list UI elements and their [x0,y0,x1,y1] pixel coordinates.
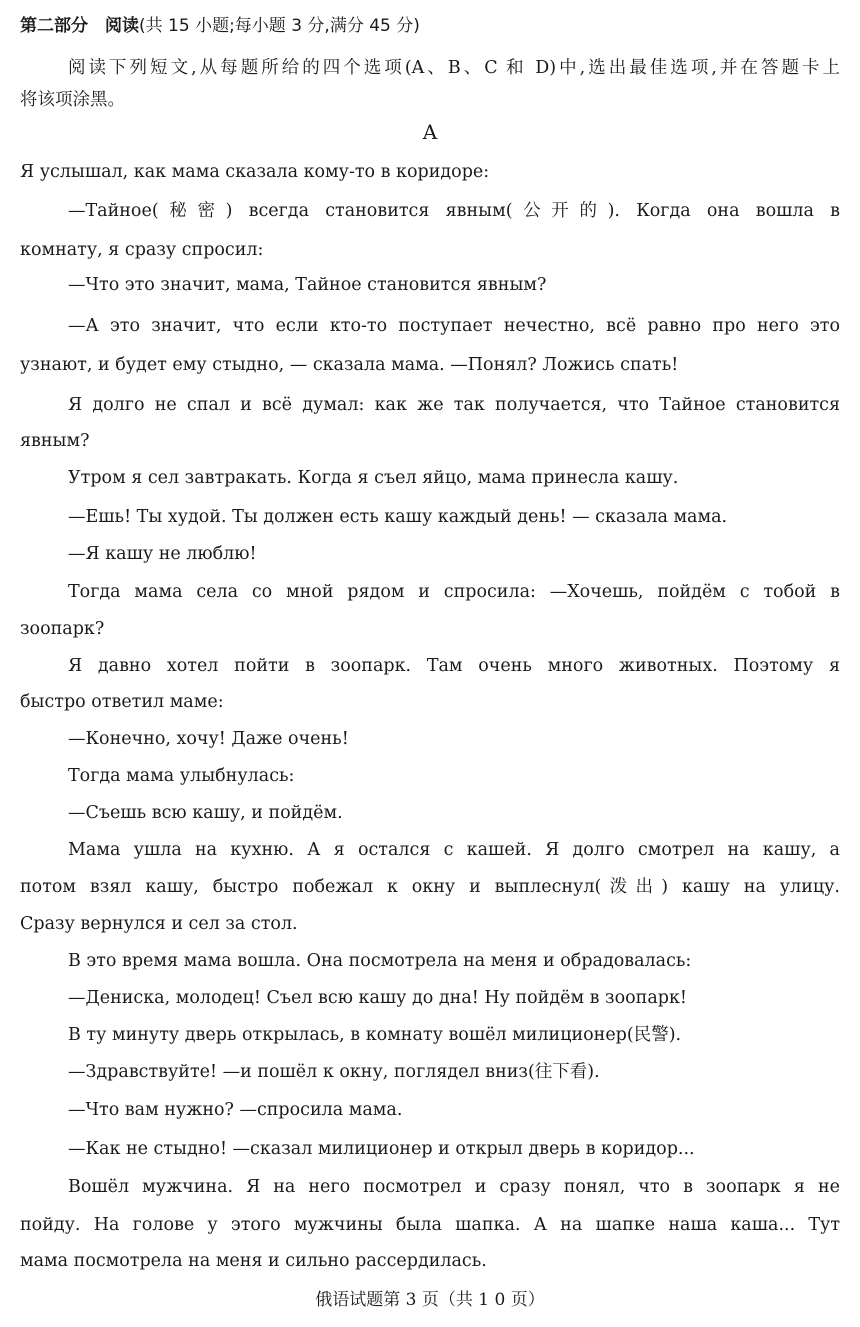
instructions-line-1: 阅读下列短文,从每题所给的四个选项(A、B、C 和 D)中,选出最佳选项,并在答题卡上 [68,58,840,78]
passage-line: —Что это значит, мама, Тайное становится явным? [68,275,547,295]
passage-line: узнают, и будет ему стыдно, — сказала мама. —Понял? Ложись спать! [20,355,679,375]
passage-line: зоопарк? [20,619,105,639]
page-footer: 俄语试题第 3 页（共 1 0 页） [315,1290,545,1310]
passage-line: В это время мама вошла. Она посмотрела на меня и обрадовалась: [68,951,692,971]
passage-line: —Что вам нужно? —спросила мама. [68,1100,403,1120]
passage-line: комнату, я сразу спросил: [20,240,264,260]
passage-line: явным? [20,431,90,451]
passage-line: —Как не стыдно! —сказал милиционер и открыл дверь в коридор... [68,1139,695,1159]
section-title: 第二部分 阅读 [20,16,139,36]
passage-line: Тогда мама села со мной рядом и спросила: —Хочешь, пойдём с тобой в [68,582,840,602]
passage-line: Тогда мама улыбнулась: [68,766,295,786]
passage-line: Утром я сел завтракать. Когда я съел яйцо, мама принесла кашу. [68,468,679,488]
passage-line: —Ешь! Ты худой. Ты должен есть кашу каждый день! — сказала мама. [68,507,728,527]
passage-line: Мама ушла на кухню. А я остался с кашей. Я долго смотрел на кашу, а [68,840,840,860]
passage-line: Сразу вернулся и сел за стол. [20,914,298,934]
passage-line: —Съешь всю кашу, и пойдём. [68,803,343,823]
passage-line: —Я кашу не люблю! [68,544,257,564]
passage-line: —Тайное(秘密) всегда становится явным(公开的). Когда она вошла в [68,201,840,221]
passage-line: Вошёл мужчина. Я на него посмотрел и сразу понял, что в зоопарк я не [68,1177,840,1197]
instructions-line-2: 将该项涂黑。 [20,90,125,110]
passage-line: —Здравствуйте! —и пошёл к окну, поглядел вниз(往下看). [68,1062,600,1082]
passage-line: мама посмотрела на меня и сильно рассердилась. [20,1251,487,1271]
passage-line: пойду. На голове у этого мужчины была шапка. А на шапке наша каша... Тут [20,1215,840,1235]
passage-line: потом взял кашу, быстро побежал к окну и выплеснул(泼出) кашу на улицу. [20,877,840,897]
passage-line: Я долго не спал и всё думал: как же так получается, что Тайное становится [68,395,840,415]
section-subtitle: (共 15 小题;每小题 3 分,满分 45 分) [139,16,420,36]
passage-line: В ту минуту дверь открылась, в комнату вошёл милиционер(民警). [68,1025,682,1045]
passage-label: A [422,120,438,144]
passage-line: Я услышал, как мама сказала кому-то в коридоре: [20,162,490,182]
passage-line: быстро ответил маме: [20,692,224,712]
passage-line: —Дениска, молодец! Съел всю кашу до дна! Ну пойдём в зоопарк! [68,988,687,1008]
passage-line: —Конечно, хочу! Даже очень! [68,729,349,749]
passage-line: Я давно хотел пойти в зоопарк. Там очень много животных. Поэтому я [68,656,840,676]
passage-line: —А это значит, что если кто-то поступает нечестно, всё равно про него это [68,316,840,336]
section-heading [20,14,420,38]
